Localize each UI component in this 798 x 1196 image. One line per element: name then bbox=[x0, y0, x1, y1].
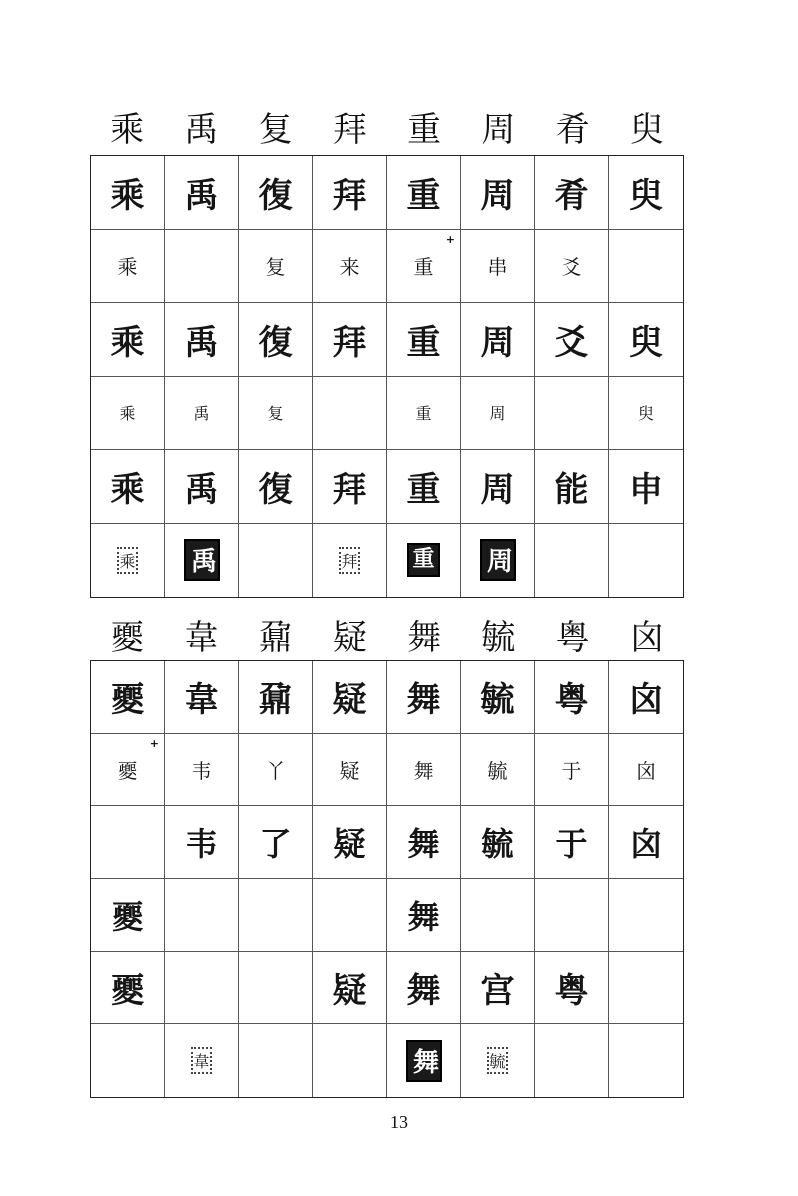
glyph-cell bbox=[165, 450, 239, 524]
glyph-cell bbox=[313, 450, 387, 524]
seal-glyph: 乘 bbox=[117, 547, 137, 574]
glyph-text: 乘 bbox=[119, 404, 136, 424]
glyph-cell bbox=[535, 303, 609, 377]
glyph-text: 囟 bbox=[629, 680, 663, 721]
glyph-text: 复 bbox=[267, 404, 284, 424]
glyph-text: 拜 bbox=[332, 175, 367, 216]
glyph-text: 于 bbox=[555, 825, 588, 864]
glyph-text: 韋 bbox=[184, 680, 219, 721]
glyph-cell bbox=[165, 879, 239, 952]
glyph-cell bbox=[313, 879, 387, 952]
glyph-cell bbox=[91, 661, 165, 734]
glyph-text: 乘 bbox=[110, 175, 145, 216]
glyph-text: 乘 bbox=[117, 255, 138, 280]
glyph-text: 夒 bbox=[110, 680, 145, 721]
seal-glyph: 拜 bbox=[339, 547, 359, 574]
glyph-cell bbox=[313, 156, 387, 230]
glyph-text: 申 bbox=[629, 469, 663, 510]
glyph-cell bbox=[91, 303, 165, 377]
header-character: 鼐 bbox=[258, 618, 293, 658]
glyph-cell bbox=[609, 230, 683, 304]
glyph-text: 来 bbox=[339, 255, 360, 280]
glyph-cell bbox=[165, 952, 239, 1025]
glyph-text: 毓 bbox=[480, 680, 515, 721]
glyph-text: 粤 bbox=[554, 680, 589, 721]
glyph-text: 囟 bbox=[629, 825, 662, 864]
glyph-cell bbox=[609, 524, 683, 598]
seal-glyph: 韋 bbox=[191, 1047, 211, 1074]
glyph-text: 舞 bbox=[406, 680, 441, 721]
glyph-text: 肴 bbox=[554, 175, 589, 216]
glyph-cell bbox=[609, 1024, 683, 1097]
header-character: 肴 bbox=[555, 110, 590, 150]
glyph-cell bbox=[535, 734, 609, 807]
glyph-text: 了 bbox=[259, 825, 292, 864]
glyph-text: 臾 bbox=[629, 175, 663, 216]
glyph-cell bbox=[461, 806, 535, 879]
glyph-cell bbox=[387, 1024, 461, 1097]
glyph-cell bbox=[535, 1024, 609, 1097]
glyph-text: 周 bbox=[489, 404, 506, 424]
glyph-cell bbox=[91, 806, 165, 879]
glyph-cell bbox=[239, 734, 313, 807]
glyph-text: 復 bbox=[258, 322, 293, 363]
glyph-cell bbox=[313, 377, 387, 451]
header-row-1 bbox=[90, 102, 684, 150]
glyph-cell bbox=[535, 879, 609, 952]
glyph-cell bbox=[91, 230, 165, 304]
seal-glyph: 周 bbox=[480, 539, 516, 581]
cross-mark-icon: + bbox=[445, 232, 455, 246]
glyph-text: 臾 bbox=[629, 322, 663, 363]
glyph-cell bbox=[461, 156, 535, 230]
glyph-cell bbox=[387, 377, 461, 451]
glyph-cell bbox=[387, 661, 461, 734]
seal-glyph: 重 bbox=[407, 543, 439, 577]
header-character: 毓 bbox=[481, 618, 516, 658]
glyph-cell bbox=[461, 1024, 535, 1097]
glyph-cell bbox=[91, 524, 165, 598]
glyph-text: 禹 bbox=[184, 469, 219, 510]
glyph-cell bbox=[609, 734, 683, 807]
glyph-cell bbox=[165, 156, 239, 230]
header-character: 疑 bbox=[332, 618, 367, 658]
glyph-cell bbox=[535, 450, 609, 524]
glyph-cell bbox=[609, 952, 683, 1025]
glyph-cell bbox=[165, 1024, 239, 1097]
header-character: 重 bbox=[407, 110, 442, 150]
glyph-cell bbox=[535, 230, 609, 304]
page-number: 13 bbox=[390, 1112, 408, 1132]
glyph-cell bbox=[609, 377, 683, 451]
header-character: 臾 bbox=[629, 110, 664, 150]
glyph-cell bbox=[165, 377, 239, 451]
glyph-cell bbox=[239, 230, 313, 304]
glyph-cell bbox=[461, 952, 535, 1025]
glyph-text: 舞 bbox=[407, 897, 440, 936]
glyph-cell bbox=[239, 450, 313, 524]
glyph-cell bbox=[461, 377, 535, 451]
header-character: 夒 bbox=[110, 618, 145, 658]
glyph-cell bbox=[387, 524, 461, 598]
cross-mark-icon: + bbox=[149, 736, 159, 750]
glyph-cell bbox=[239, 524, 313, 598]
glyph-cell bbox=[535, 952, 609, 1025]
glyph-text: 丫 bbox=[265, 758, 286, 783]
glyph-text: 粤 bbox=[554, 970, 589, 1011]
glyph-cell bbox=[387, 230, 461, 304]
glyph-text: 周 bbox=[480, 322, 515, 363]
glyph-text: 疑 bbox=[332, 680, 367, 721]
glyph-cell bbox=[609, 156, 683, 230]
glyph-cell bbox=[239, 156, 313, 230]
glyph-cell bbox=[239, 303, 313, 377]
glyph-cell bbox=[609, 450, 683, 524]
glyph-cell bbox=[165, 661, 239, 734]
glyph-text: 于 bbox=[561, 758, 582, 783]
glyph-text: 疑 bbox=[332, 970, 367, 1011]
glyph-cell bbox=[535, 661, 609, 734]
glyph-cell bbox=[387, 806, 461, 879]
glyph-text: 重 bbox=[406, 469, 441, 510]
glyph-cell bbox=[461, 450, 535, 524]
glyph-cell bbox=[313, 734, 387, 807]
glyph-text: 復 bbox=[258, 469, 293, 510]
glyph-text: 疑 bbox=[333, 825, 366, 864]
glyph-cell bbox=[313, 661, 387, 734]
glyph-text: 重 bbox=[406, 322, 441, 363]
glyph-cell bbox=[91, 1024, 165, 1097]
glyph-cell bbox=[313, 1024, 387, 1097]
glyph-text: 重 bbox=[413, 255, 434, 280]
glyph-text: 舞 bbox=[413, 758, 434, 783]
glyph-cell bbox=[313, 952, 387, 1025]
glyph-text: 囟 bbox=[636, 758, 656, 783]
glyph-cell bbox=[387, 303, 461, 377]
glyph-cell bbox=[609, 661, 683, 734]
glyph-cell bbox=[387, 450, 461, 524]
glyph-text: 夒 bbox=[110, 970, 145, 1011]
glyph-text: 夒 bbox=[111, 897, 144, 936]
glyph-text: 串 bbox=[487, 255, 508, 280]
glyph-text: 韦 bbox=[185, 825, 218, 864]
glyph-cell bbox=[313, 524, 387, 598]
glyph-text: 爻 bbox=[554, 322, 589, 363]
glyph-cell bbox=[535, 806, 609, 879]
glyph-cell bbox=[165, 230, 239, 304]
glyph-cell bbox=[535, 377, 609, 451]
glyph-text: 毓 bbox=[481, 825, 514, 864]
header-character: 复 bbox=[258, 110, 293, 150]
glyph-table-1 bbox=[90, 155, 684, 598]
glyph-cell bbox=[387, 156, 461, 230]
glyph-text: 复 bbox=[265, 255, 286, 280]
glyph-cell bbox=[461, 661, 535, 734]
header-row-2 bbox=[90, 610, 684, 658]
glyph-cell bbox=[313, 230, 387, 304]
glyph-cell bbox=[387, 734, 461, 807]
glyph-text: 拜 bbox=[332, 469, 367, 510]
glyph-cell bbox=[461, 734, 535, 807]
glyph-text: 能 bbox=[554, 469, 589, 510]
glyph-text: 周 bbox=[480, 469, 515, 510]
glyph-text: 拜 bbox=[332, 322, 367, 363]
glyph-text: 夒 bbox=[117, 758, 138, 783]
seal-glyph: 毓 bbox=[487, 1047, 507, 1074]
glyph-text: 禹 bbox=[184, 322, 219, 363]
glyph-text: 禹 bbox=[193, 404, 210, 424]
glyph-cell bbox=[91, 450, 165, 524]
header-character: 韋 bbox=[184, 618, 219, 658]
glyph-cell bbox=[239, 1024, 313, 1097]
glyph-text: 復 bbox=[258, 175, 293, 216]
glyph-text: 鼐 bbox=[258, 680, 293, 721]
glyph-text: 乘 bbox=[110, 469, 145, 510]
glyph-cell bbox=[239, 661, 313, 734]
glyph-table-2 bbox=[90, 660, 684, 1098]
header-character: 乘 bbox=[110, 110, 145, 150]
header-character: 舞 bbox=[407, 618, 442, 658]
glyph-cell bbox=[461, 230, 535, 304]
glyph-cell bbox=[91, 734, 165, 807]
glyph-cell bbox=[165, 524, 239, 598]
glyph-text: 臾 bbox=[637, 404, 654, 424]
glyph-cell bbox=[165, 734, 239, 807]
seal-glyph: 禹 bbox=[184, 539, 220, 581]
glyph-cell bbox=[239, 879, 313, 952]
glyph-text: 禹 bbox=[184, 175, 219, 216]
glyph-text: 毓 bbox=[487, 758, 508, 783]
glyph-cell bbox=[609, 879, 683, 952]
glyph-cell bbox=[239, 377, 313, 451]
glyph-text: 爻 bbox=[561, 255, 582, 280]
glyph-text: 重 bbox=[406, 175, 441, 216]
glyph-text: 乘 bbox=[110, 322, 145, 363]
glyph-text: 疑 bbox=[339, 758, 360, 783]
glyph-cell bbox=[313, 303, 387, 377]
glyph-cell bbox=[91, 879, 165, 952]
glyph-text: 舞 bbox=[406, 970, 441, 1011]
glyph-text: 舞 bbox=[407, 825, 440, 864]
glyph-text: 周 bbox=[480, 175, 515, 216]
glyph-text: 宫 bbox=[480, 970, 515, 1011]
glyph-cell bbox=[461, 524, 535, 598]
glyph-cell bbox=[535, 524, 609, 598]
glyph-text: 韦 bbox=[191, 758, 212, 783]
glyph-cell bbox=[313, 806, 387, 879]
seal-glyph: 舞 bbox=[406, 1040, 442, 1082]
glyph-cell bbox=[535, 156, 609, 230]
header-character: 禹 bbox=[184, 110, 219, 150]
header-character: 粤 bbox=[555, 618, 590, 658]
glyph-cell bbox=[461, 879, 535, 952]
glyph-text: 重 bbox=[415, 404, 432, 424]
glyph-cell bbox=[91, 156, 165, 230]
glyph-cell bbox=[239, 952, 313, 1025]
glyph-cell bbox=[165, 303, 239, 377]
glyph-cell bbox=[91, 952, 165, 1025]
header-character: 囟 bbox=[629, 618, 664, 658]
glyph-cell bbox=[609, 303, 683, 377]
glyph-cell bbox=[91, 377, 165, 451]
glyph-cell bbox=[609, 806, 683, 879]
glyph-cell bbox=[387, 952, 461, 1025]
glyph-cell bbox=[387, 879, 461, 952]
header-character: 周 bbox=[481, 110, 516, 150]
header-character: 拜 bbox=[332, 110, 367, 150]
glyph-cell bbox=[165, 806, 239, 879]
glyph-cell bbox=[461, 303, 535, 377]
glyph-cell bbox=[239, 806, 313, 879]
